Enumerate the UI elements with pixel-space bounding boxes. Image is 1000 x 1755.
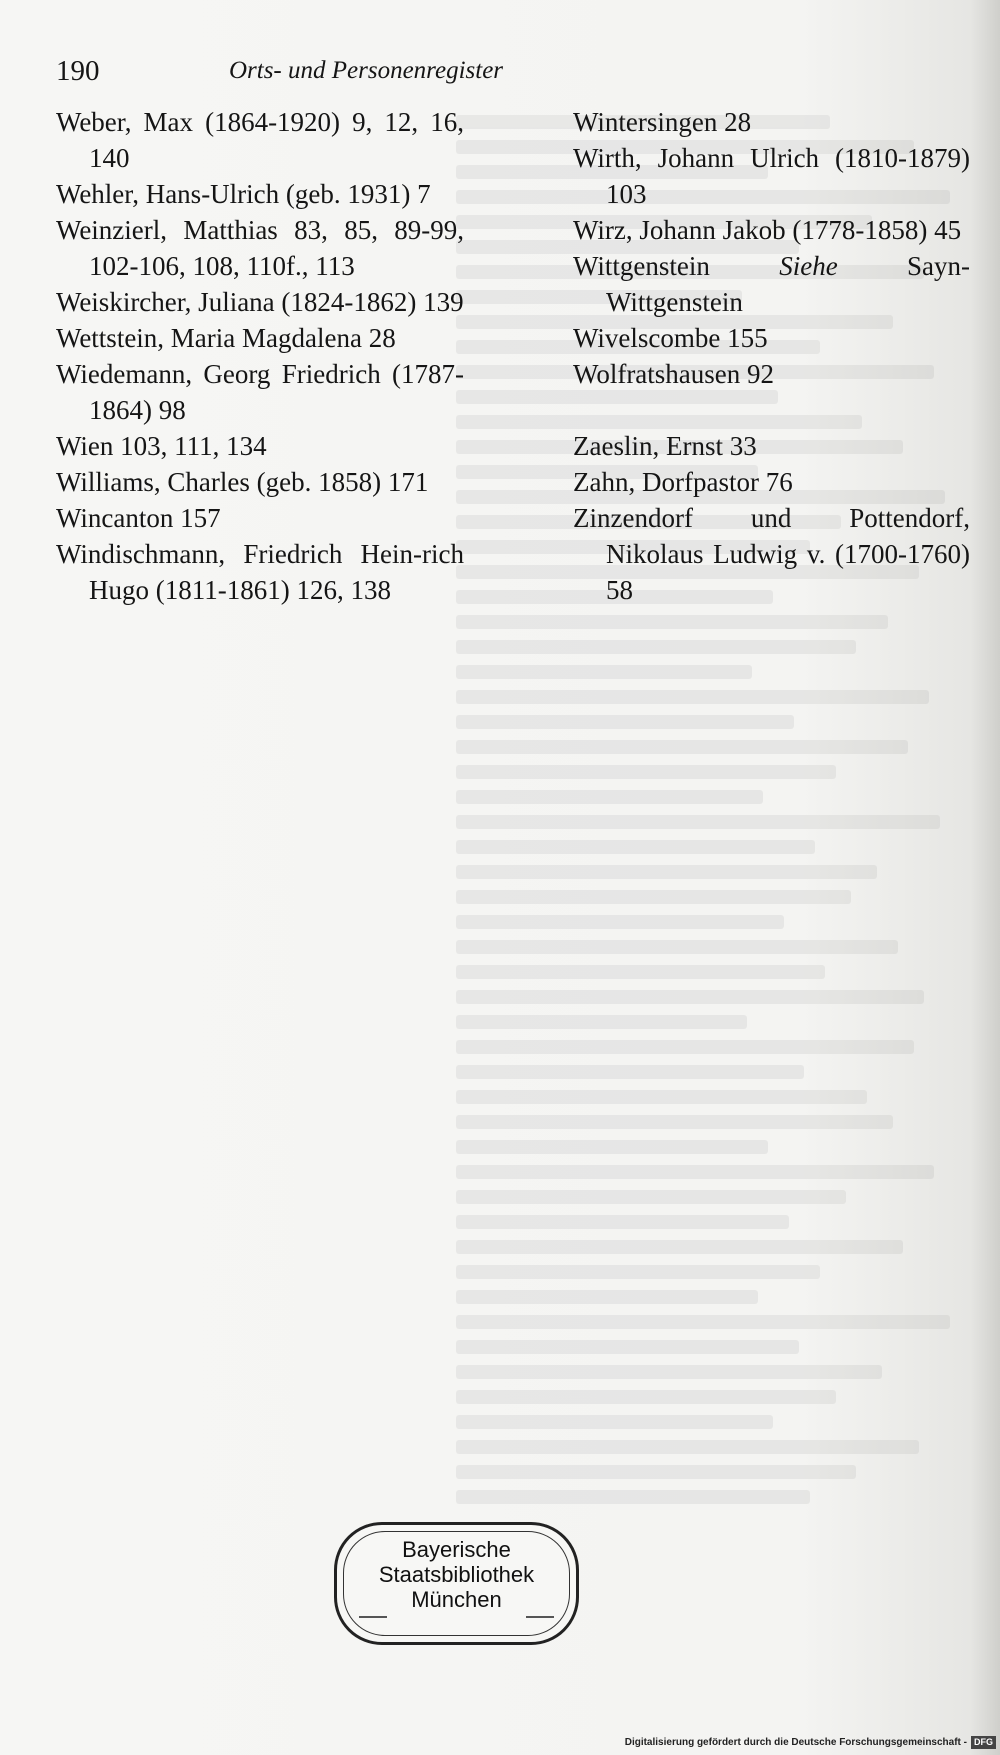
bleed-through-line — [456, 1415, 773, 1429]
bleed-through-line — [456, 615, 888, 629]
bleed-through-line — [456, 1015, 747, 1029]
bleed-through-line — [456, 715, 794, 729]
library-stamp — [334, 1522, 579, 1645]
bleed-through-line — [456, 1365, 882, 1379]
bleed-through-line — [456, 1240, 903, 1254]
bleed-through-line — [456, 1065, 804, 1079]
bleed-through-line — [456, 990, 924, 1004]
index-entry: Wettstein, Maria Magdalena 28 — [56, 323, 396, 353]
bleed-through-line — [456, 1465, 856, 1479]
index-entry: Wivelscombe 155 — [573, 323, 768, 353]
bleed-through-line — [456, 1490, 810, 1504]
index-entry: Windischmann, Friedrich Hein-rich Hugo (1811-1861) 126, 138 — [56, 539, 464, 605]
bleed-through-line — [456, 665, 752, 679]
bleed-through-line — [456, 915, 784, 929]
bleed-through-line — [456, 1040, 914, 1054]
bleed-through-line — [456, 1215, 789, 1229]
index-entry: Wiedemann, Georg Friedrich (1787-1864) 98 — [56, 359, 464, 425]
index-entry: Zinzendorf und Pottendorf, Nikolaus Ludwig v. (1700-1760) 58 — [573, 503, 970, 605]
bleed-through-line — [456, 1440, 919, 1454]
bleed-through-line — [456, 890, 851, 904]
index-entry: Wirz, Johann Jakob (1778-1858) 45 — [573, 215, 962, 245]
bleed-through-line — [456, 740, 908, 754]
stamp-line: Bayerische — [402, 1537, 511, 1562]
see-reference: Siehe — [779, 251, 838, 281]
bleed-through-line — [456, 1340, 799, 1354]
bleed-through-line — [456, 865, 877, 879]
dfg-logo: DFG — [971, 1736, 996, 1749]
index-column-right — [573, 104, 970, 608]
bleed-through-line — [456, 1390, 836, 1404]
bleed-through-line — [456, 1165, 934, 1179]
index-entry: Zaeslin, Ernst 33 — [573, 431, 757, 461]
page-number: 190 — [56, 55, 100, 87]
bleed-through-line — [456, 640, 856, 654]
index-entry: Wehler, Hans-Ulrich (geb. 1931) 7 — [56, 179, 431, 209]
bleed-through-line — [456, 940, 898, 954]
cross-ref-name: Wittgenstein — [573, 251, 710, 281]
index-entry: Wincanton 157 — [56, 503, 221, 533]
index-entry: Wirth, Johann Ulrich (1810-1879) 103 — [573, 143, 970, 209]
running-title: Orts- und Personenregister — [228, 57, 504, 84]
bleed-through-line — [456, 690, 929, 704]
digitization-footer — [625, 1736, 996, 1749]
bleed-through-line — [456, 815, 940, 829]
bleed-through-line — [456, 1115, 893, 1129]
index-entry: Weiskircher, Juliana (1824-1862) 139 — [56, 287, 464, 317]
bleed-through-line — [456, 1315, 950, 1329]
stamp-line: München — [411, 1587, 502, 1612]
index-entry: Weber, Max (1864-1920) 9, 12, 16, 140 — [56, 107, 464, 173]
index-entry: Weinzierl, Matthias 83, 85, 89-99, 102-106, 108, 110f., 113 — [56, 215, 464, 281]
bleed-through-line — [456, 965, 825, 979]
index-entry: Wien 103, 111, 134 — [56, 431, 267, 461]
bleed-through-line — [456, 1090, 867, 1104]
footer-text: Digitalisierung gefördert durch die Deutsche Forschungsgemeinschaft - — [624, 1737, 967, 1748]
stamp-text — [337, 1537, 576, 1612]
bleed-through-line — [456, 1190, 846, 1204]
index-entry: Zahn, Dorfpastor 76 — [573, 467, 793, 497]
index-entry: Wintersingen 28 — [573, 107, 752, 137]
bleed-through-line — [456, 790, 763, 804]
bleed-through-line — [456, 765, 836, 779]
index-entry: Wolfratshausen 92 — [573, 359, 775, 389]
cross-ref-target: Sayn-Wittgenstein — [606, 251, 970, 317]
bleed-through-line — [456, 1290, 758, 1304]
stamp-mark — [359, 1616, 387, 1618]
index-entry: Williams, Charles (geb. 1858) 171 — [56, 467, 429, 497]
bleed-through-line — [456, 1140, 768, 1154]
index-entry-cross-reference — [573, 248, 970, 320]
index-column-left — [56, 104, 464, 608]
stamp-line: Staatsbibliothek — [378, 1562, 535, 1587]
stamp-mark — [526, 1616, 554, 1618]
bleed-through-line — [456, 1265, 820, 1279]
page-header — [56, 55, 671, 91]
bleed-through-line — [456, 840, 815, 854]
